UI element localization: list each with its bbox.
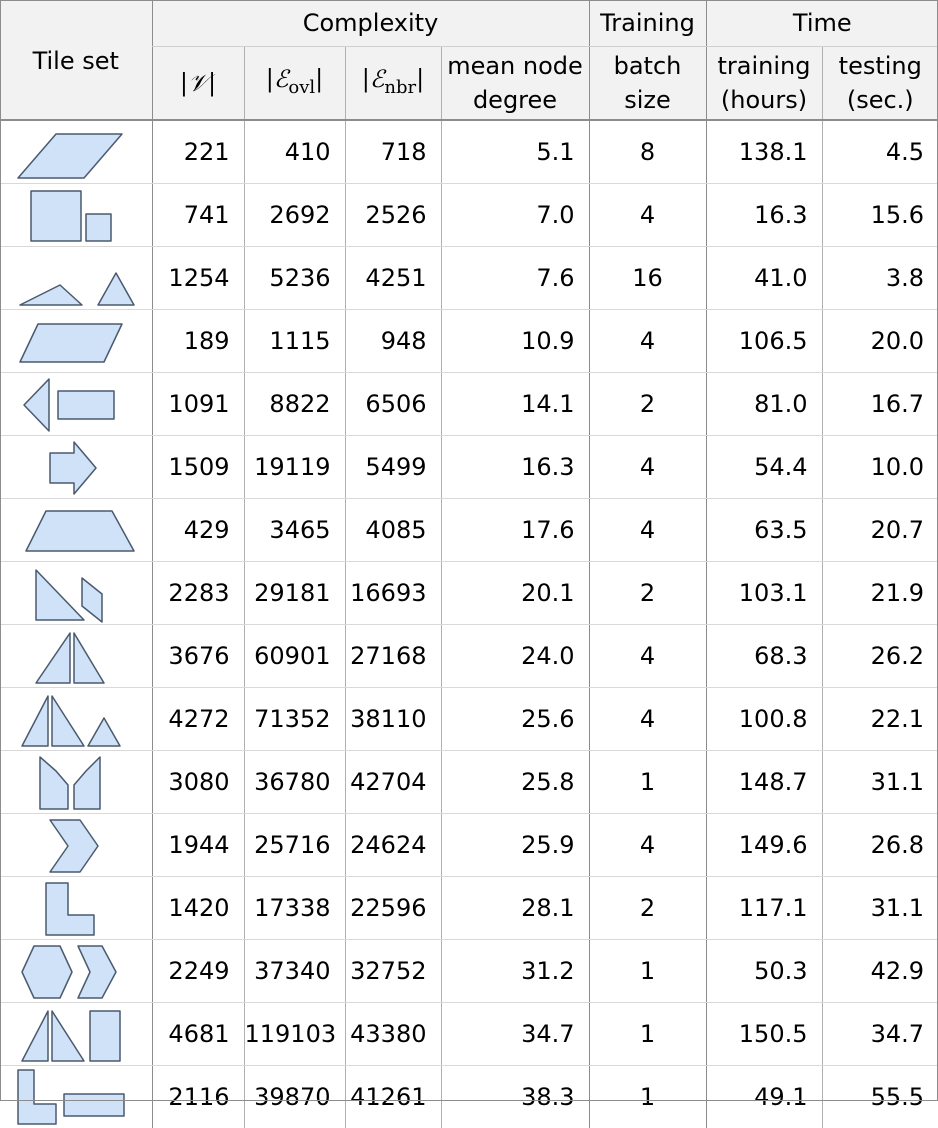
cell-overlap-edges: 37340 bbox=[244, 940, 345, 1003]
tile-cell bbox=[0, 562, 152, 625]
cell-vertices: 3080 bbox=[152, 751, 244, 814]
triangle-pair-small-tile-icon bbox=[16, 688, 136, 750]
cell-batch-size: 4 bbox=[589, 310, 706, 373]
table-body bbox=[0, 120, 938, 1128]
cell-neighbor-edges: 4085 bbox=[345, 499, 441, 562]
header-col-testing-line2: (sec.) bbox=[823, 83, 938, 117]
triangle-pair-tile-icon bbox=[16, 625, 136, 687]
cell-mean-degree: 25.6 bbox=[441, 688, 589, 751]
cell-training-hours: 16.3 bbox=[706, 184, 822, 247]
tile-cell bbox=[0, 184, 152, 247]
cell-batch-size: 4 bbox=[589, 625, 706, 688]
header-training: Training bbox=[589, 0, 706, 47]
header-col-degree-line1: mean node bbox=[442, 49, 589, 83]
cell-overlap-edges: 1115 bbox=[244, 310, 345, 373]
cell-overlap-edges: 3465 bbox=[244, 499, 345, 562]
l-shape-tile-icon bbox=[16, 877, 136, 939]
parallelogram-tile-icon bbox=[16, 310, 136, 372]
header-tile-set bbox=[0, 0, 152, 120]
table-row bbox=[0, 940, 938, 1003]
cell-vertices: 1420 bbox=[152, 877, 244, 940]
table-row bbox=[0, 814, 938, 877]
trapezoid-tile-icon bbox=[16, 499, 136, 561]
cell-mean-degree: 16.3 bbox=[441, 436, 589, 499]
cell-testing-sec: 34.7 bbox=[822, 1003, 938, 1066]
table-row bbox=[0, 310, 938, 373]
cell-neighbor-edges: 22596 bbox=[345, 877, 441, 940]
tile-cell bbox=[0, 940, 152, 1003]
cell-overlap-edges: 36780 bbox=[244, 751, 345, 814]
cell-training-hours: 138.1 bbox=[706, 120, 822, 184]
cell-testing-sec: 20.0 bbox=[822, 310, 938, 373]
cell-batch-size: 1 bbox=[589, 1066, 706, 1128]
cell-batch-size: 2 bbox=[589, 562, 706, 625]
cell-training-hours: 150.5 bbox=[706, 1003, 822, 1066]
cell-vertices: 2116 bbox=[152, 1066, 244, 1128]
cell-batch-size: 8 bbox=[589, 120, 706, 184]
cell-testing-sec: 3.8 bbox=[822, 247, 938, 310]
cell-training-hours: 148.7 bbox=[706, 751, 822, 814]
cell-vertices: 1254 bbox=[152, 247, 244, 310]
cell-vertices: 4272 bbox=[152, 688, 244, 751]
table-row bbox=[0, 373, 938, 436]
header-col-testing-line1: testing bbox=[823, 49, 938, 83]
header-time: Time bbox=[706, 0, 938, 47]
table-row bbox=[0, 247, 938, 310]
cell-overlap-edges: 410 bbox=[244, 120, 345, 184]
cell-overlap-edges: 71352 bbox=[244, 688, 345, 751]
cell-training-hours: 68.3 bbox=[706, 625, 822, 688]
cell-training-hours: 54.4 bbox=[706, 436, 822, 499]
cell-batch-size: 16 bbox=[589, 247, 706, 310]
cell-mean-degree: 7.6 bbox=[441, 247, 589, 310]
cell-testing-sec: 26.8 bbox=[822, 814, 938, 877]
cell-vertices: 2249 bbox=[152, 940, 244, 1003]
header-col-v-symbol: |𝒱| bbox=[180, 69, 216, 97]
header-col-degree bbox=[441, 47, 589, 121]
table-row bbox=[0, 625, 938, 688]
cell-testing-sec: 20.7 bbox=[822, 499, 938, 562]
header-col-enbr-symbol: |ℰ bbox=[362, 65, 385, 93]
cell-neighbor-edges: 718 bbox=[345, 120, 441, 184]
cell-batch-size: 1 bbox=[589, 1003, 706, 1066]
header-tile-set-label: Tile set bbox=[33, 47, 119, 75]
cell-neighbor-edges: 2526 bbox=[345, 184, 441, 247]
tile-cell bbox=[0, 247, 152, 310]
cell-mean-degree: 7.0 bbox=[441, 184, 589, 247]
cell-batch-size: 4 bbox=[589, 436, 706, 499]
header-col-training-time bbox=[706, 47, 822, 121]
cell-training-hours: 63.5 bbox=[706, 499, 822, 562]
cell-mean-degree: 24.0 bbox=[441, 625, 589, 688]
triangles-rectangle-tile-icon bbox=[16, 1003, 136, 1065]
cell-testing-sec: 16.7 bbox=[822, 373, 938, 436]
cell-training-hours: 81.0 bbox=[706, 373, 822, 436]
tile-cell bbox=[0, 499, 152, 562]
cell-testing-sec: 31.1 bbox=[822, 751, 938, 814]
cell-neighbor-edges: 4251 bbox=[345, 247, 441, 310]
cell-training-hours: 50.3 bbox=[706, 940, 822, 1003]
cell-vertices: 3676 bbox=[152, 625, 244, 688]
cell-mean-degree: 28.1 bbox=[441, 877, 589, 940]
tile-cell bbox=[0, 1003, 152, 1066]
table-row bbox=[0, 436, 938, 499]
tile-cell bbox=[0, 814, 152, 877]
cell-testing-sec: 10.0 bbox=[822, 436, 938, 499]
header-complexity: Complexity bbox=[152, 0, 589, 47]
table-row bbox=[0, 688, 938, 751]
cell-mean-degree: 14.1 bbox=[441, 373, 589, 436]
header-col-training-line2: (hours) bbox=[707, 83, 822, 117]
cell-vertices: 1509 bbox=[152, 436, 244, 499]
header-col-enbr-sub: nbr bbox=[384, 77, 416, 98]
cell-testing-sec: 55.5 bbox=[822, 1066, 938, 1128]
rhombus-tile-icon bbox=[16, 121, 136, 183]
cell-mean-degree: 25.9 bbox=[441, 814, 589, 877]
cell-batch-size: 1 bbox=[589, 751, 706, 814]
table-row bbox=[0, 1003, 938, 1066]
cell-training-hours: 100.8 bbox=[706, 688, 822, 751]
cell-vertices: 1091 bbox=[152, 373, 244, 436]
cell-batch-size: 2 bbox=[589, 373, 706, 436]
header-col-eovl-symbol: |ℰ bbox=[266, 65, 289, 93]
cell-vertices: 1944 bbox=[152, 814, 244, 877]
cell-mean-degree: 10.9 bbox=[441, 310, 589, 373]
table-row bbox=[0, 562, 938, 625]
cell-batch-size: 4 bbox=[589, 184, 706, 247]
cell-neighbor-edges: 5499 bbox=[345, 436, 441, 499]
cell-vertices: 741 bbox=[152, 184, 244, 247]
table-row bbox=[0, 1066, 938, 1128]
tile-cell bbox=[0, 625, 152, 688]
cell-mean-degree: 5.1 bbox=[441, 120, 589, 184]
square-two-sizes-tile-icon bbox=[16, 184, 136, 246]
cell-training-hours: 106.5 bbox=[706, 310, 822, 373]
table-row bbox=[0, 120, 938, 184]
cell-overlap-edges: 60901 bbox=[244, 625, 345, 688]
cell-mean-degree: 20.1 bbox=[441, 562, 589, 625]
cell-overlap-edges: 39870 bbox=[244, 1066, 345, 1128]
header-col-enbr: |ℰ$_{nbr}$| bbox=[345, 47, 441, 121]
cell-testing-sec: 31.1 bbox=[822, 877, 938, 940]
cell-neighbor-edges: 38110 bbox=[345, 688, 441, 751]
cell-training-hours: 117.1 bbox=[706, 877, 822, 940]
header-col-eovl-sub: ovl bbox=[288, 77, 315, 98]
header-col-batch-line1: batch bbox=[590, 49, 706, 83]
cell-testing-sec: 4.5 bbox=[822, 120, 938, 184]
cell-neighbor-edges: 6506 bbox=[345, 373, 441, 436]
cell-overlap-edges: 19119 bbox=[244, 436, 345, 499]
tile-cell bbox=[0, 688, 152, 751]
header-col-testing-time bbox=[822, 47, 938, 121]
cell-overlap-edges: 25716 bbox=[244, 814, 345, 877]
arrow-tile-icon bbox=[16, 436, 136, 498]
header-col-batch bbox=[589, 47, 706, 121]
right-triangle-quad-tile-icon bbox=[16, 562, 136, 624]
hexagon-chevron-tile-icon bbox=[16, 940, 136, 1002]
cell-overlap-edges: 5236 bbox=[244, 247, 345, 310]
cell-overlap-edges: 119103 bbox=[244, 1003, 345, 1066]
cell-testing-sec: 21.9 bbox=[822, 562, 938, 625]
header-col-training-line1: training bbox=[707, 49, 822, 83]
tile-cell bbox=[0, 373, 152, 436]
cell-batch-size: 4 bbox=[589, 814, 706, 877]
cell-testing-sec: 26.2 bbox=[822, 625, 938, 688]
cell-overlap-edges: 17338 bbox=[244, 877, 345, 940]
cell-training-hours: 149.6 bbox=[706, 814, 822, 877]
cell-training-hours: 49.1 bbox=[706, 1066, 822, 1128]
cell-mean-degree: 17.6 bbox=[441, 499, 589, 562]
table-row bbox=[0, 877, 938, 940]
cell-testing-sec: 22.1 bbox=[822, 688, 938, 751]
cell-neighbor-edges: 43380 bbox=[345, 1003, 441, 1066]
cell-vertices: 189 bbox=[152, 310, 244, 373]
cell-neighbor-edges: 16693 bbox=[345, 562, 441, 625]
table-row bbox=[0, 499, 938, 562]
tile-cell bbox=[0, 751, 152, 814]
cell-neighbor-edges: 42704 bbox=[345, 751, 441, 814]
header-col-v bbox=[152, 47, 244, 121]
cell-vertices: 221 bbox=[152, 120, 244, 184]
tile-cell bbox=[0, 1066, 152, 1128]
cell-neighbor-edges: 27168 bbox=[345, 625, 441, 688]
tile-cell bbox=[0, 120, 152, 184]
cell-vertices: 2283 bbox=[152, 562, 244, 625]
cell-mean-degree: 25.8 bbox=[441, 751, 589, 814]
cell-vertices: 429 bbox=[152, 499, 244, 562]
cell-overlap-edges: 8822 bbox=[244, 373, 345, 436]
cell-mean-degree: 34.7 bbox=[441, 1003, 589, 1066]
cell-testing-sec: 15.6 bbox=[822, 184, 938, 247]
cell-mean-degree: 38.3 bbox=[441, 1066, 589, 1128]
header-col-batch-line2: size bbox=[590, 83, 706, 117]
cell-batch-size: 1 bbox=[589, 940, 706, 1003]
bevel-pair-tile-icon bbox=[16, 751, 136, 813]
l-shape-bar-tile-icon bbox=[16, 1066, 136, 1128]
tile-cell bbox=[0, 877, 152, 940]
triangles-two-tile-icon bbox=[16, 247, 136, 309]
cell-testing-sec: 42.9 bbox=[822, 940, 938, 1003]
cell-neighbor-edges: 41261 bbox=[345, 1066, 441, 1128]
header-col-eovl: |ℰ$_{ovl}$| bbox=[244, 47, 345, 121]
cell-neighbor-edges: 948 bbox=[345, 310, 441, 373]
cell-neighbor-edges: 32752 bbox=[345, 940, 441, 1003]
table-row bbox=[0, 184, 938, 247]
cell-training-hours: 41.0 bbox=[706, 247, 822, 310]
tile-cell bbox=[0, 310, 152, 373]
cell-neighbor-edges: 24624 bbox=[345, 814, 441, 877]
cell-batch-size: 2 bbox=[589, 877, 706, 940]
cell-batch-size: 4 bbox=[589, 688, 706, 751]
table-row bbox=[0, 751, 938, 814]
cell-batch-size: 4 bbox=[589, 499, 706, 562]
cell-training-hours: 103.1 bbox=[706, 562, 822, 625]
cell-overlap-edges: 29181 bbox=[244, 562, 345, 625]
cell-mean-degree: 31.2 bbox=[441, 940, 589, 1003]
cell-overlap-edges: 2692 bbox=[244, 184, 345, 247]
tile-cell bbox=[0, 436, 152, 499]
triangle-rectangle-tile-icon bbox=[16, 373, 136, 435]
chevron-tile-icon bbox=[16, 814, 136, 876]
cell-vertices: 4681 bbox=[152, 1003, 244, 1066]
header-col-degree-line2: degree bbox=[442, 83, 589, 117]
